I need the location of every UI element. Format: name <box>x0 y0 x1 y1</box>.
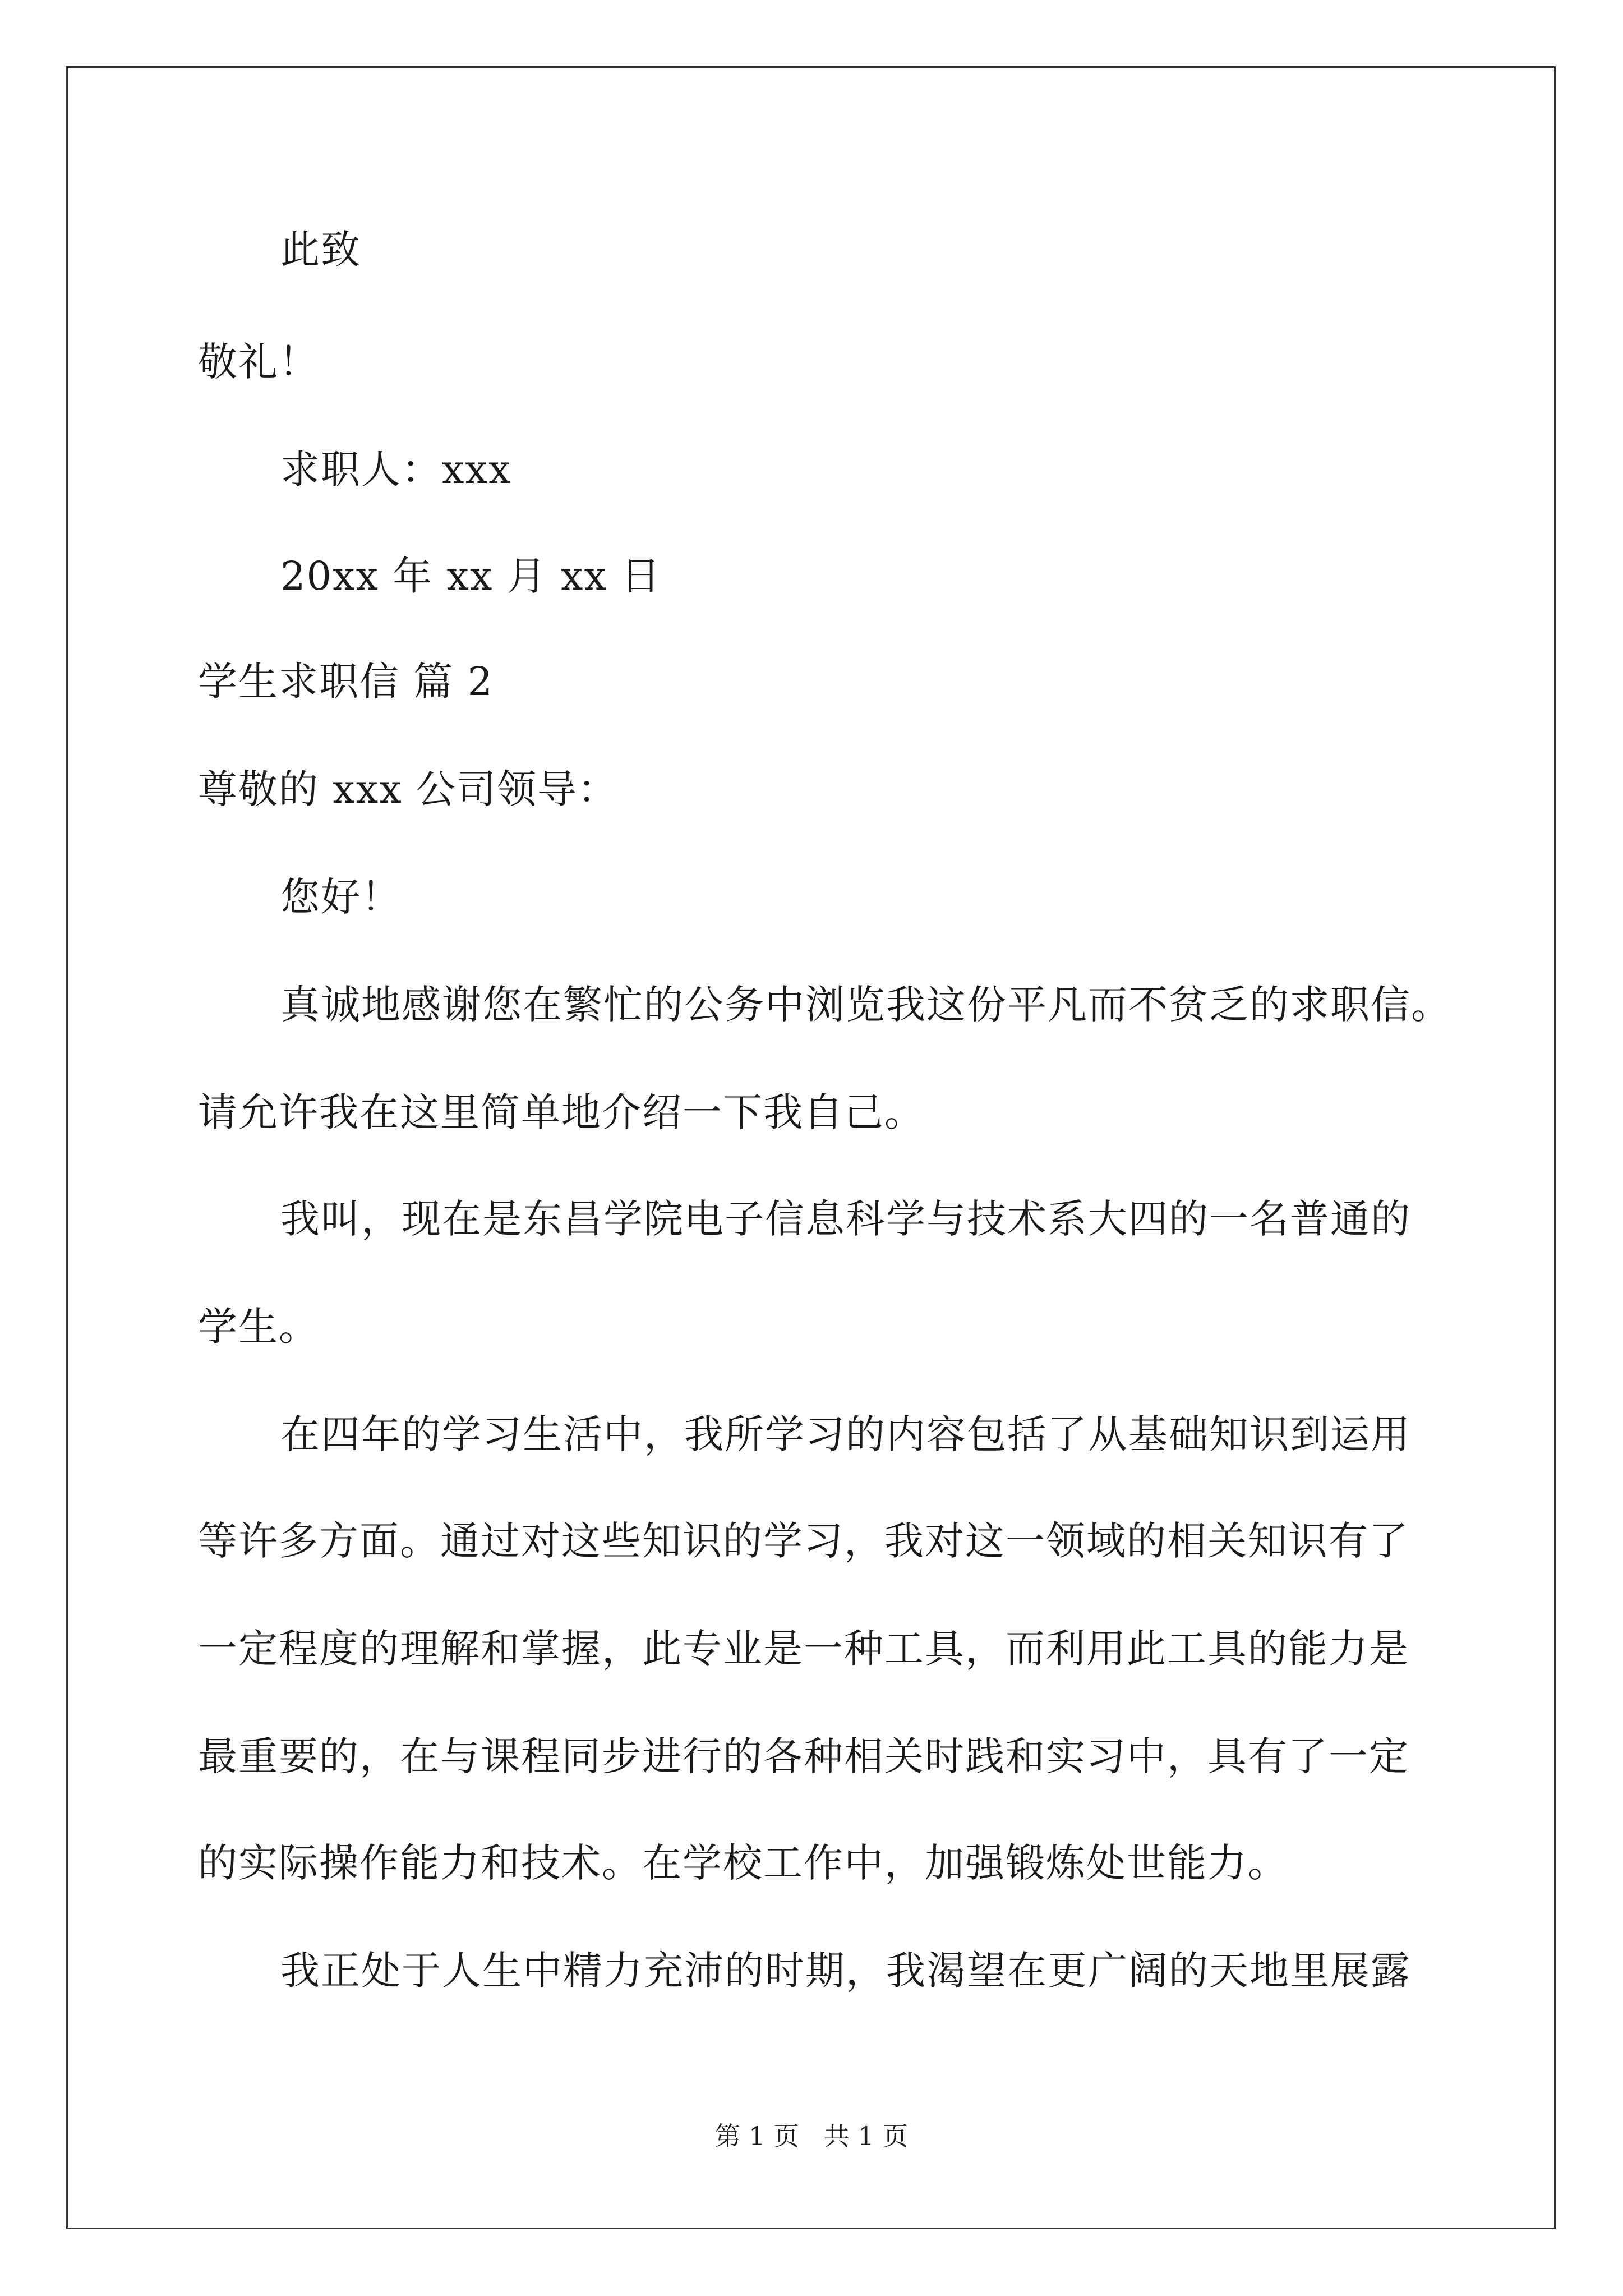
body-paragraph-line: 请允许我在这里简单地介绍一下我自己。 <box>198 1089 925 1135</box>
closing-line: 此致 <box>280 227 361 273</box>
body-paragraph-line: 最重要的，在与课程同步进行的各种相关时践和实习中，具有了一定 <box>198 1733 1409 1779</box>
body-paragraph-line: 在四年的学习生活中，我所学习的内容包括了从基础知识到运用 <box>280 1411 1411 1457</box>
salutation-regards: 敬礼！ <box>198 339 319 385</box>
body-paragraph-line: 等许多方面。通过对这些知识的学习，我对这一领域的相关知识有了 <box>198 1518 1409 1564</box>
date-line: 20xx 年 xx 月 xx 日 <box>280 553 662 599</box>
page-number-footer: 第 1 页 共 1 页 <box>714 2121 909 2151</box>
greeting-line: 您好！ <box>280 874 402 920</box>
body-paragraph-line: 我叫，现在是东昌学院电子信息科学与技术系大四的一名普通的 <box>280 1196 1411 1242</box>
body-paragraph-line: 的实际操作能力和技术。在学校工作中，加强锻炼处世能力。 <box>198 1840 1288 1886</box>
applicant-signature: 求职人：xxx <box>280 447 512 493</box>
section-heading: 学生求职信 篇 2 <box>198 659 494 705</box>
body-paragraph-line: 真诚地感谢您在繁忙的公务中浏览我这份平凡而不贫乏的求职信。 <box>280 982 1451 1028</box>
body-paragraph-line: 我正处于人生中精力充沛的时期，我渴望在更广阔的天地里展露 <box>280 1948 1411 1994</box>
recipient-greeting: 尊敬的 xxx 公司领导： <box>198 766 618 812</box>
page-border <box>66 66 1556 2229</box>
body-paragraph-line: 学生。 <box>198 1304 319 1350</box>
body-paragraph-line: 一定程度的理解和掌握，此专业是一种工具，而利用此工具的能力是 <box>198 1626 1409 1672</box>
